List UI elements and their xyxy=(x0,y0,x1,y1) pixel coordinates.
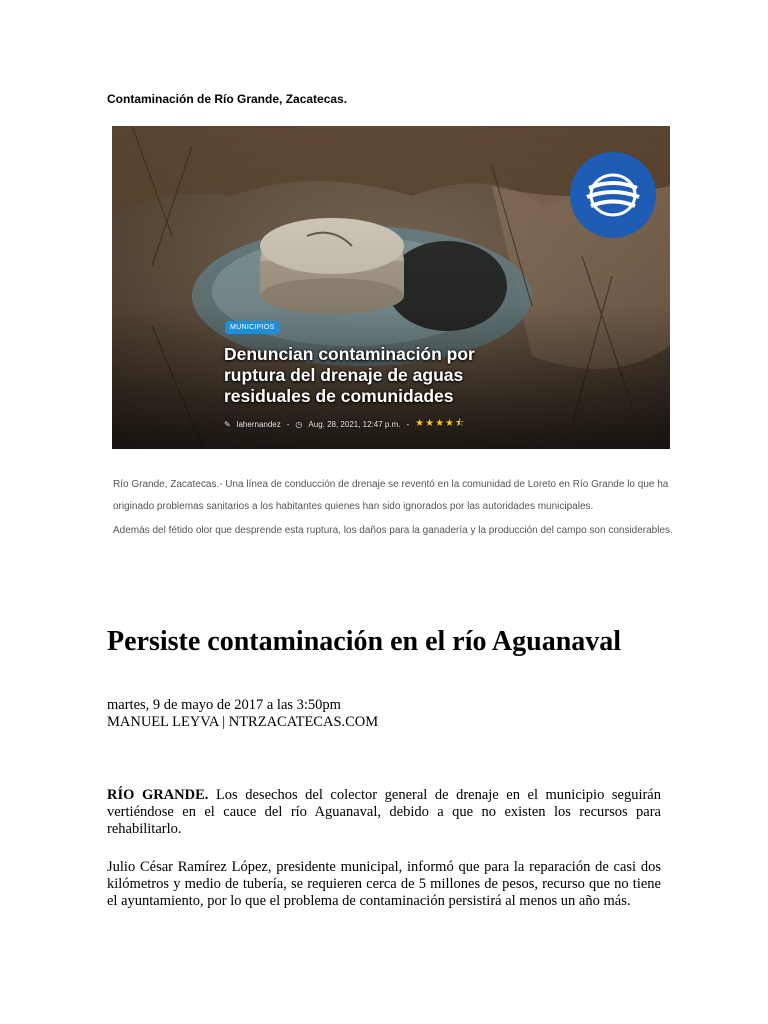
article-paragraph: Julio César Ramírez López, presidente municipal, informó que para la reparación de casi dos kilómetros y medio de tubería, se requieren cerca de 5 millones de pesos, recurso que no tiene el ayuntamiento, por lo que el problema de contaminación persistirá al menos un año más. xyxy=(107,859,661,909)
article-dateline xyxy=(107,697,378,731)
photo-author: lahernandez xyxy=(236,420,281,429)
category-badge: MUNICIPIOS xyxy=(225,321,280,334)
article-paragraph-text: Los desechos del colector general de drenaje en el municipio seguirán vertiéndose en el cauce del río Aguanaval, debido a que no existen los recursos para rehabilitarlo. xyxy=(107,787,661,837)
photo-caption-paragraph: Río Grande, Zacatecas.- Una línea de conducción de drenaje se reventó en la comunidad de Loreto en Río Grande lo que ha originado problemas sanitarios a los habitantes quienes han sido ignorados por las autoridades municipales. xyxy=(113,479,669,512)
star-rating: ★★★★⯪ xyxy=(415,418,466,429)
globe-logo-icon xyxy=(570,152,656,238)
photo-caption-paragraph: Además del fétido olor que desprende esta ruptura, los daños para la ganadería y la producción del campo son considerables. xyxy=(113,525,673,536)
photo-caption xyxy=(113,474,673,544)
article-lead: RÍO GRANDE. xyxy=(107,787,209,803)
clock-icon: ◷ xyxy=(295,420,303,429)
photo-date: Aug. 28, 2021, 12:47 p.m. xyxy=(308,420,401,429)
article-paragraph xyxy=(107,787,661,838)
edit-icon: ✎ xyxy=(224,420,231,429)
news-photo xyxy=(112,126,670,449)
article-byline: MANUEL LEYVA | NTRZACATECAS.COM xyxy=(107,714,379,730)
meta-separator: - xyxy=(286,420,290,429)
photo-headline: Denuncian contaminación por ruptura del drenaje de aguas residuales de comunidades xyxy=(224,344,475,406)
meta-separator: - xyxy=(406,420,410,429)
article-title: Persiste contaminación en el río Aguanaval xyxy=(107,626,622,657)
photo-meta xyxy=(224,416,466,433)
article-date: martes, 9 de mayo de 2017 a las 3:50pm xyxy=(107,697,341,713)
image-caption-title: Contaminación de Río Grande, Zacatecas. xyxy=(107,92,348,106)
